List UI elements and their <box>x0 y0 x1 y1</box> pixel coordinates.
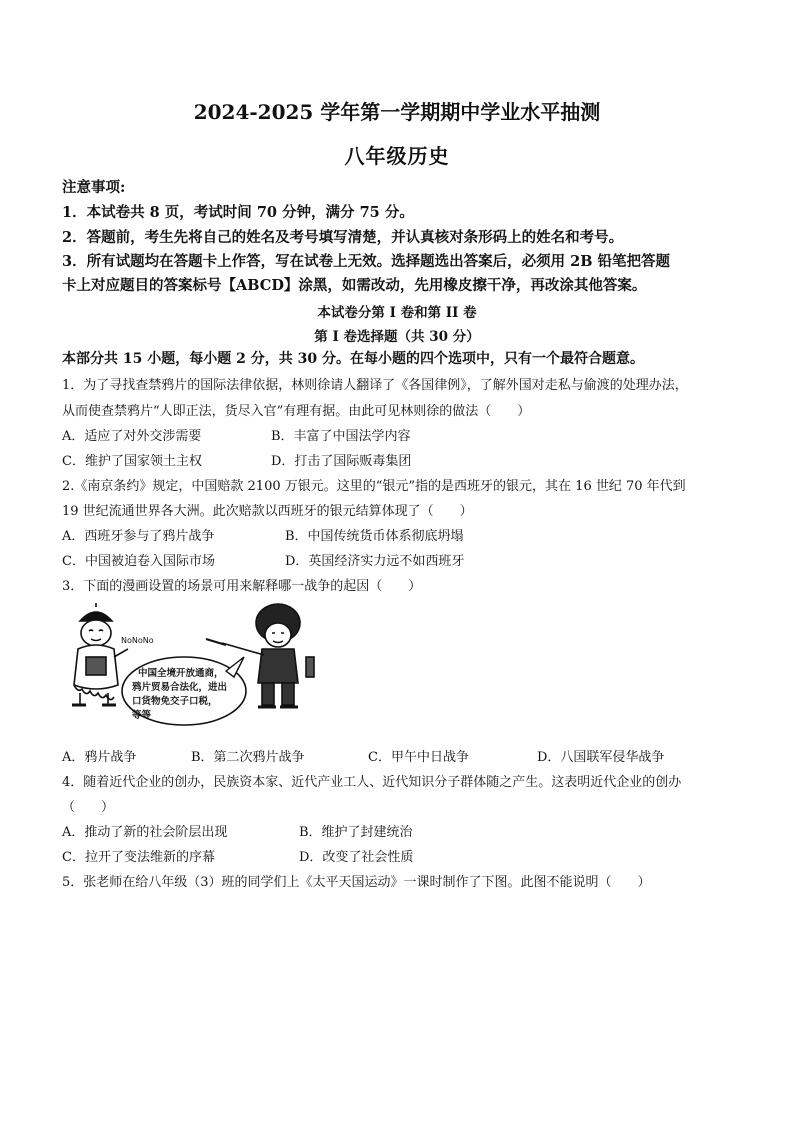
bubble-line-3: 口货物免交子口税， <box>132 696 218 707</box>
q4-option-d: D．改变了社会性质 <box>299 850 414 865</box>
q4-option-b: B．维护了封建统治 <box>299 825 413 840</box>
bubble-line-4: 等等 <box>132 710 152 721</box>
treaty-speech-bubble <box>122 657 246 725</box>
section-heading: 第 I 卷选择题（共 30 分） <box>314 329 480 345</box>
q1-option-c: C．维护了国家领土主权 <box>62 454 202 469</box>
q1-stem-line-2: 从而使查禁鸦片“人即正法，货尽入官”有理有据。由此可见林则徐的做法（ ） <box>62 404 531 419</box>
comic-speech: NoNoNo <box>121 636 154 645</box>
q1-option-b: B．丰富了中国法学内容 <box>271 429 411 444</box>
q4-stem-line-1: 4．随着近代企业的创办，民族资本家、近代产业工人、近代知识分子群体随之产生。这表明近代企业的创办 <box>62 775 682 790</box>
q1-option-d: D．打击了国际贩毒集团 <box>271 454 412 469</box>
q2-stem-line-2: 19 世纪流通世界各大洲。此次赔款以西班牙的银元结算体现了（ ） <box>62 504 473 519</box>
notice-item-2: 2．答题前，考生先将自己的姓名及考号填写清楚，并认真核对条形码上的姓名和考号。 <box>62 229 624 246</box>
q3-option-c: C．甲午中日战争 <box>368 750 469 765</box>
q3-option-a: A．鸦片战争 <box>62 750 137 765</box>
notice-heading: 注意事项: <box>62 179 126 196</box>
q2-option-d: D．英国经济实力远不如西班牙 <box>285 554 465 569</box>
bubble-line-1: 中国全境开放通商， <box>138 668 224 679</box>
q2-option-c: C．中国被迫卷入国际市场 <box>62 554 215 569</box>
q4-option-c: C．拉开了变法维新的序幕 <box>62 850 215 865</box>
q2-option-a: A．西班牙参与了鸦片战争 <box>62 529 215 544</box>
q1-stem-line-1: 1．为了寻找查禁鸦片的国际法律依据，林则徐请人翻译了《各国律例》，了解外国对走私与偷渡的处理办法， <box>62 378 688 393</box>
q5-stem: 5．张老师在给八年级（3）班的同学们上《太平天国运动》一课时制作了下图。此图不能说明（ ） <box>62 875 651 890</box>
paper-structure: 本试卷分第 I 卷和第 II 卷 <box>317 305 477 321</box>
notice-item-3-line-1: 3．所有试题均在答题卡上作答，写在试卷上无效。选择题选出答案后，必须用 2B 铅笔把答题 <box>62 253 671 270</box>
notice-item-3-line-2: 卡上对应题目的答案标号【ABCD】涂黑，如需改动，先用橡皮擦干净，再改涂其他答案。 <box>62 277 647 294</box>
q4-option-a: A．推动了新的社会阶层出现 <box>62 825 228 840</box>
q3-stem: 3．下面的漫画设置的场景可用来解释哪一战争的起因（ ） <box>62 579 422 594</box>
exam-subtitle: 八年级历史 <box>344 144 450 168</box>
q2-stem-line-1: 2.《南京条约》规定，中国赔款 2100 万银元。这里的“银元”指的是西班牙的银元，其在 16 世纪 70 年代到 <box>62 479 686 494</box>
q3-option-d: D．八国联军侵华战争 <box>537 750 665 765</box>
bubble-line-2: 鸦片贸易合法化，进出 <box>132 682 228 693</box>
q4-stem-line-2: （ ） <box>62 800 115 815</box>
q2-option-b: B．中国传统货币体系彻底坍塌 <box>285 529 464 544</box>
q3-option-b: B．第二次鸦片战争 <box>191 750 305 765</box>
q1-option-a: A．适应了对外交涉需要 <box>62 429 202 444</box>
section-instruction: 本部分共 15 小题，每小题 2 分，共 30 分。在每小题的四个选项中，只有一个最符合题意。 <box>62 351 644 367</box>
exam-title: 2024-2025 学年第一学期期中学业水平抽测 <box>193 100 601 124</box>
notice-item-1: 1．本试卷共 8 页，考试时间 70 分钟，满分 75 分。 <box>62 204 414 221</box>
q3-cartoon <box>66 601 326 727</box>
qing-official-figure <box>72 603 128 705</box>
